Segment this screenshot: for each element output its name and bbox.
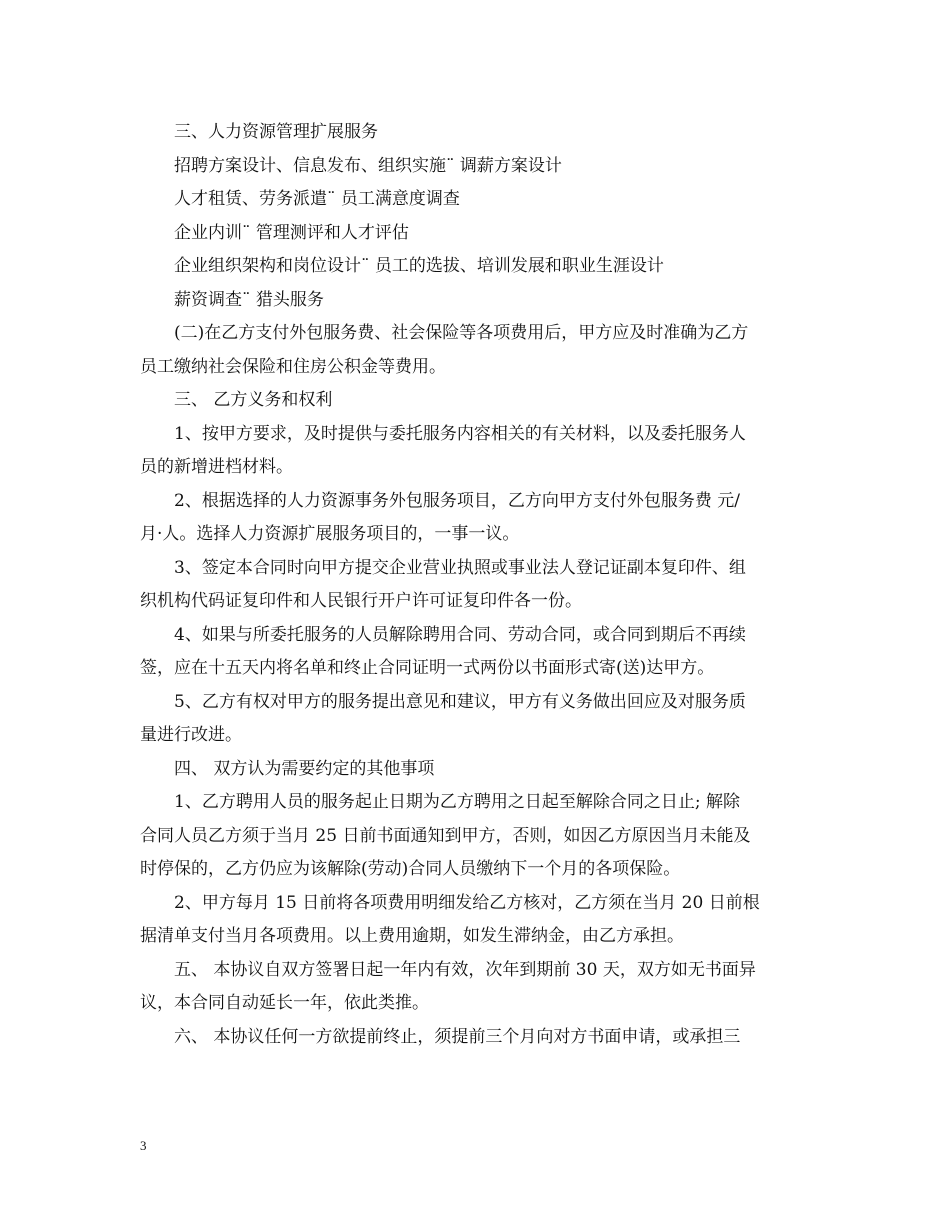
text-line: 5、乙方有权对甲方的服务提出意见和建议，甲方有义务做出回应及对服务质 bbox=[174, 691, 746, 712]
text-line: 4、如果与所委托服务的人员解除聘用合同、劳动合同，或合同到期后不再续 bbox=[174, 624, 746, 645]
text-line: 企业内训¨ 管理测评和人才评估 bbox=[174, 222, 409, 243]
text-line: 合同人员乙方须于当月 25 日前书面通知到甲方，否则，如因乙方原因当月未能及 bbox=[140, 825, 751, 846]
text-line: 三、 乙方义务和权利 bbox=[174, 390, 333, 410]
text-line: 三、人力资源管理扩展服务 bbox=[174, 122, 378, 142]
text-line: 企业组织架构和岗位设计¨ 员工的选拔、培训发展和职业生涯设计 bbox=[174, 256, 664, 276]
text-line: 五、 本协议自双方签署日起一年内有效，次年到期前 30 天，双方如无书面异 bbox=[174, 959, 756, 980]
page-number: 3 bbox=[140, 1138, 147, 1153]
text-line: (二)在乙方支付外包服务费、社会保险等各项费用后，甲方应及时准确为乙方 bbox=[174, 323, 749, 343]
text-line: 四、 双方认为需要约定的其他事项 bbox=[174, 758, 435, 779]
text-line: 1、乙方聘用人员的服务起止日期为乙方聘用之日起至解除合同之日止; 解除 bbox=[174, 792, 740, 812]
text-line: 六、 本协议任何一方欲提前终止，须提前三个月向对方书面申请，或承担三 bbox=[174, 1026, 741, 1047]
text-line: 招聘方案设计、信息发布、组织实施¨ 调薪方案设计 bbox=[174, 155, 562, 176]
text-line: 人才租赁、劳务派遣¨ 员工满意度调查 bbox=[174, 189, 460, 209]
text-line: 2、甲方每月 15 日前将各项费用明细发给乙方核对，乙方须在当月 20 日前根 bbox=[174, 892, 760, 913]
text-line: 员的新增进档材料。 bbox=[140, 457, 293, 477]
text-line: 2、根据选择的人力资源事务外包服务项目，乙方向甲方支付外包服务费 元/ bbox=[174, 490, 740, 511]
text-line: 月·人。选择人力资源扩展服务项目的，一事一议。 bbox=[140, 524, 520, 544]
text-line: 据清单支付当月各项费用。以上费用逾期，如发生滞纳金，由乙方承担。 bbox=[140, 926, 684, 946]
text-line: 时停保的，乙方仍应为该解除(劳动)合同人员缴纳下一个月的各项保险。 bbox=[140, 859, 681, 879]
text-line: 1、按甲方要求，及时提供与委托服务内容相关的有关材料，以及委托服务人 bbox=[174, 423, 746, 444]
text-line: 量进行改进。 bbox=[140, 725, 242, 745]
text-line: 织机构代码证复印件和人民银行开户许可证复印件各一份。 bbox=[140, 591, 582, 611]
text-line: 3、签定本合同时向甲方提交企业营业执照或事业法人登记证副本复印件、组 bbox=[174, 557, 746, 578]
text-line: 签，应在十五天内将名单和终止合同证明一式两份以书面形式寄(送)达甲方。 bbox=[140, 658, 715, 678]
text-line: 员工缴纳社会保险和住房公积金等费用。 bbox=[140, 356, 446, 377]
text-line: 薪资调查¨ 猎头服务 bbox=[174, 289, 324, 310]
document-body bbox=[140, 116, 812, 1054]
text-line: 议，本合同自动延长一年，依此类推。 bbox=[140, 993, 429, 1013]
